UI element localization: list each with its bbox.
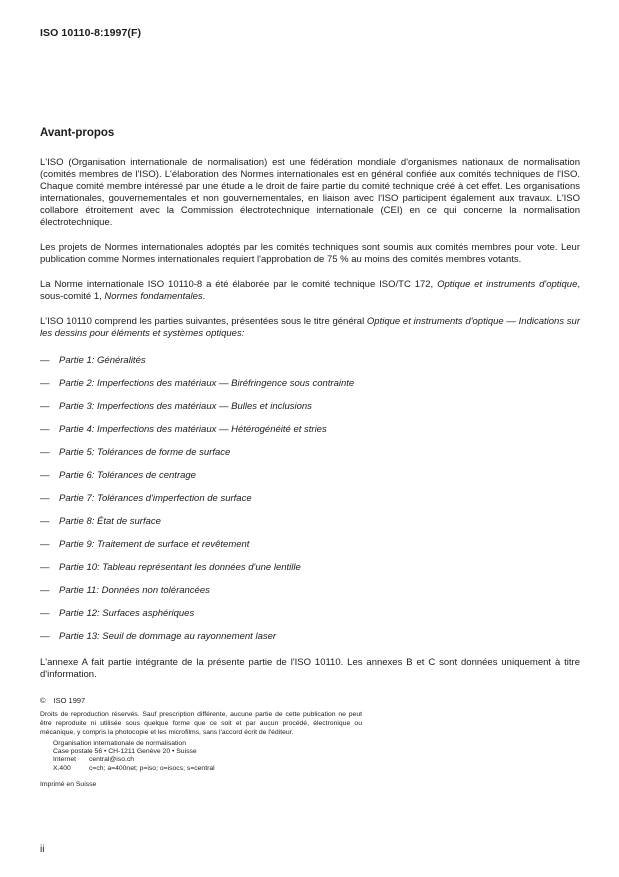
rights-notice: Droits de reproduction réservés. Sauf prescription différente, aucune partie de cette publication ne peut être reproduite ni utilisée sous quelque forme que ce soit et par aucun procédé, électronique ou mécanique, y compris la photocopie et les microfilms, sans l'accord écrit de l'éditeur. (40, 711, 362, 736)
list-item-text: Partie 12: Surfaces asphériques (59, 608, 195, 619)
list-dash: — (40, 562, 50, 573)
list-item-text: Partie 5: Tolérances de forme de surface (59, 447, 231, 458)
list-item-text: Partie 6: Tolérances de centrage (59, 470, 196, 481)
x400-value: c=ch; a=400net; p=iso; o=isocs; s=central (89, 764, 215, 772)
list-item-text: Partie 4: Imperfections des matériaux — Hétérogénéité et stries (59, 424, 327, 435)
list-item (40, 631, 580, 643)
list-item-text: Partie 10: Tableau représentant les données d'une lentille (59, 562, 301, 573)
list-item (40, 493, 580, 505)
publisher-internet (53, 756, 580, 764)
list-dash: — (40, 447, 50, 458)
list-dash: — (40, 516, 50, 527)
list-dash: — (40, 401, 50, 412)
list-item (40, 378, 580, 390)
copyright-text: ISO 1997 (53, 696, 86, 705)
list-dash: — (40, 493, 50, 504)
list-item-text: Partie 7: Tolérances d'imperfection de surface (59, 493, 252, 504)
paragraph-committee (40, 279, 580, 303)
publisher-postal: Case postale 56 • CH-1211 Genève 20 • Suisse (53, 748, 197, 756)
paragraph-parts-intro-title-italic: Optique et instruments d'optique — Indications sur les dessins pour éléments et systèmes optiques: (40, 316, 580, 339)
list-item (40, 355, 580, 367)
list-item-text: Partie 13: Seuil de dommage au rayonnement laser (59, 631, 277, 642)
list-item (40, 585, 580, 597)
x400-label: X.400 (53, 764, 71, 772)
publisher-address (53, 740, 580, 773)
list-item (40, 424, 580, 436)
list-dash: — (40, 424, 50, 435)
section-title: Avant-propos (40, 127, 115, 139)
list-dash: — (40, 631, 50, 642)
list-dash: — (40, 585, 50, 596)
list-dash: — (40, 355, 50, 366)
list-item (40, 447, 580, 459)
paragraph-annexes: L'annexe A fait partie intégrante de la présente partie de l'ISO 10110. Les annexes B et C sont données uniquement à titre d'information. (40, 657, 580, 680)
paragraph-parts-intro (40, 316, 580, 340)
list-dash: — (40, 539, 50, 550)
copyright-line (40, 696, 580, 705)
list-item-text: Partie 11: Données non tolérancées (59, 585, 210, 596)
list-dash: — (40, 470, 50, 481)
list-item (40, 470, 580, 482)
publisher-org: Organisation internationale de normalisation (53, 740, 186, 747)
paragraph-committee-text: La Norme internationale ISO 10110-8 a été élaborée par le comité technique ISO/TC 172, (40, 279, 438, 290)
paragraph-committee-subcommittee-italic: Normes fondamentales (104, 291, 203, 302)
list-item (40, 562, 580, 574)
list-item-text: Partie 9: Traitement de surface et revêtement (59, 539, 250, 550)
list-dash: — (40, 608, 50, 619)
list-item-text: Partie 3: Imperfections des matériaux — Bulles et inclusions (59, 401, 312, 412)
page-number: ii (40, 844, 45, 855)
list-item (40, 608, 580, 620)
list-dash: — (40, 378, 50, 389)
list-item (40, 516, 580, 528)
document-reference: ISO 10110-8:1997(F) (40, 27, 142, 39)
list-item-text: Partie 1: Généralités (59, 355, 146, 366)
copyright-symbol: © (40, 696, 46, 705)
paragraph-committee-mid: , sous-comité 1, (40, 279, 580, 302)
list-item-text: Partie 8: État de surface (59, 516, 161, 527)
paragraph-iso-intro: L'ISO (Organisation internationale de normalisation) est une fédération mondiale d'organismes nationaux de normalisation (comités membres de l'ISO). L'élaboration des Normes internationales est en général confiée aux comités techniques de l'ISO. Chaque comité membre intéressé par une étude a le droit de faire partie du comité technique créé à cet effet. Les organisations internationales, gouvernementales et non gouvernementales, en liaison avec l'ISO participent également aux travaux. L'ISO collabore étroitement avec la Commission électrotechnique internationale (CEI) en ce qui concerne la normalisation électrotechnique. (40, 157, 580, 228)
paragraph-drafts-vote: Les projets de Normes internationales adoptés par les comités techniques sont soumis aux comités membres pour vote. Leur publication comme Normes internationales requiert l'approbation de 75 % au moins des comités membres votants. (40, 242, 580, 265)
paragraph-parts-intro-text: L'ISO 10110 comprend les parties suivantes, présentées sous le titre général (40, 316, 367, 327)
internet-value: central@iso.ch (89, 756, 135, 764)
imprint-block (40, 696, 580, 788)
paragraph-committee-title-italic: Optique et instruments d'optique (437, 279, 578, 290)
publisher-x400 (53, 765, 580, 773)
list-item (40, 401, 580, 413)
paragraph-committee-end: . (202, 291, 206, 302)
printed-in-notice: Imprimé en Suisse (40, 780, 97, 788)
list-item (40, 539, 580, 551)
parts-list (40, 355, 580, 643)
internet-label: Internet (53, 756, 77, 764)
list-item-text: Partie 2: Imperfections des matériaux — Biréfringence sous contrainte (59, 378, 355, 389)
